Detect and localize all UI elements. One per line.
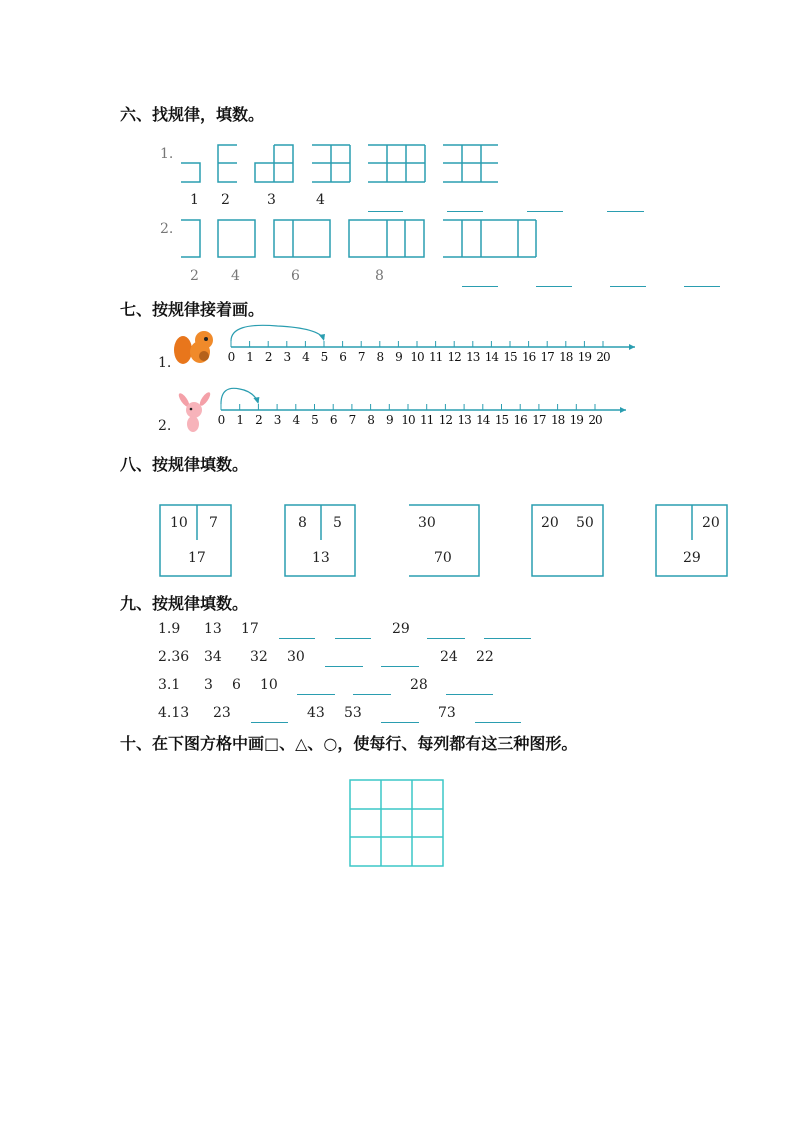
tick-label: 2 (255, 413, 262, 427)
tick-label: 17 (532, 413, 546, 427)
sequence-number: 23 (213, 705, 231, 721)
box-4-left: 20 (541, 515, 559, 531)
tick-label: 18 (550, 413, 565, 427)
sequence-number: 3 (204, 677, 213, 693)
tick-label: 2 (264, 350, 272, 364)
box-1-bottom: 17 (188, 550, 206, 566)
box-5-bottom: 29 (683, 550, 701, 566)
tick-label: 14 (476, 413, 490, 427)
tick-label: 7 (348, 413, 356, 427)
row-1-number: 1 (190, 192, 199, 208)
tick-label: 16 (513, 413, 527, 427)
box-3-bottom: 70 (434, 550, 452, 566)
box-1-right: 7 (209, 515, 218, 531)
box-2-right: 5 (333, 515, 342, 531)
tick-label: 10 (401, 413, 415, 427)
row-1-number: 3 (267, 192, 276, 208)
sequence-number: 1.9 (158, 621, 181, 637)
sequence-number: 34 (204, 649, 222, 665)
tick-label: 13 (457, 413, 471, 427)
tick-label: 1 (236, 413, 243, 427)
sequence-number: 28 (410, 677, 428, 693)
tick-label: 10 (410, 350, 424, 364)
row-2-number: 8 (375, 268, 384, 284)
tick-label: 13 (466, 350, 480, 364)
line-2-label: 2. (158, 418, 172, 434)
box-4-right: 50 (576, 515, 594, 531)
row-2-number: 2 (190, 268, 199, 284)
tick-label: 8 (376, 350, 384, 364)
tick-label: 0 (217, 413, 225, 427)
sequence-number: 13 (204, 621, 222, 637)
tick-label: 3 (283, 350, 291, 364)
box-1-left: 10 (170, 515, 188, 531)
tick-label: 19 (569, 413, 583, 427)
row-2-number: 4 (231, 268, 240, 284)
line-1-label: 1. (158, 355, 172, 371)
tick-label: 20 (588, 413, 602, 427)
tick-label: 3 (273, 413, 281, 427)
tick-label: 8 (367, 413, 374, 427)
sequence-number: 29 (392, 621, 410, 637)
tick-label: 5 (311, 413, 318, 427)
tick-label: 0 (227, 350, 235, 364)
row-1-number: 4 (316, 192, 325, 208)
sequence-number: 24 (440, 649, 458, 665)
tick-label: 6 (339, 350, 346, 364)
sequence-number: 73 (438, 705, 456, 721)
sequence-number: 17 (241, 621, 259, 637)
sequence-number: 10 (260, 677, 278, 693)
section-10-title: 十、在下图方格中画□、△、○，使每行、每列都有这三种图形。 (120, 734, 578, 753)
tick-label: 12 (447, 350, 461, 364)
box-2-bottom: 13 (312, 550, 330, 566)
tick-label: 9 (395, 350, 402, 364)
tick-label: 6 (329, 413, 337, 427)
tick-label: 4 (292, 413, 300, 427)
tick-label: 7 (357, 350, 365, 364)
sequence-number: 6 (232, 677, 241, 693)
tick-label: 15 (503, 350, 517, 364)
box-3-left: 30 (418, 515, 436, 531)
tick-label: 11 (428, 350, 443, 364)
tick-label: 19 (577, 350, 592, 364)
box-2-left: 8 (298, 515, 307, 531)
tick-label: 1 (246, 350, 253, 364)
tick-label: 18 (559, 350, 573, 364)
section-6-title: 六、找规律，填数。 (120, 105, 265, 124)
row-1-number: 2 (221, 192, 230, 208)
tick-label: 11 (420, 413, 434, 427)
section-7-title: 七、按规律接着画。 (120, 300, 265, 319)
tick-label: 17 (540, 350, 554, 364)
row-2-label: 2. (160, 221, 174, 237)
tick-label: 20 (596, 350, 610, 364)
section-8-title: 八、按规律填数。 (120, 455, 249, 474)
sequence-number: 43 (307, 705, 325, 721)
tick-label: 15 (494, 413, 509, 427)
sequence-number: 3.1 (158, 677, 181, 693)
tick-label: 4 (302, 350, 309, 364)
row-2-number: 6 (291, 268, 300, 284)
tick-label: 12 (438, 413, 453, 427)
sequence-number: 30 (287, 649, 305, 665)
sequence-number: 53 (344, 705, 362, 721)
row-1-label: 1. (160, 146, 174, 162)
sequence-number: 32 (250, 649, 268, 665)
tick-label: 16 (521, 350, 536, 364)
box-5-right: 20 (702, 515, 720, 531)
section-9-title: 九、按规律填数。 (120, 594, 249, 613)
tick-label: 14 (484, 350, 499, 364)
sequence-number: 4.13 (158, 705, 190, 721)
sequence-number: 22 (476, 649, 494, 665)
sequence-number: 2.36 (158, 649, 190, 665)
tick-label: 9 (385, 413, 393, 427)
tick-label: 5 (320, 350, 328, 364)
